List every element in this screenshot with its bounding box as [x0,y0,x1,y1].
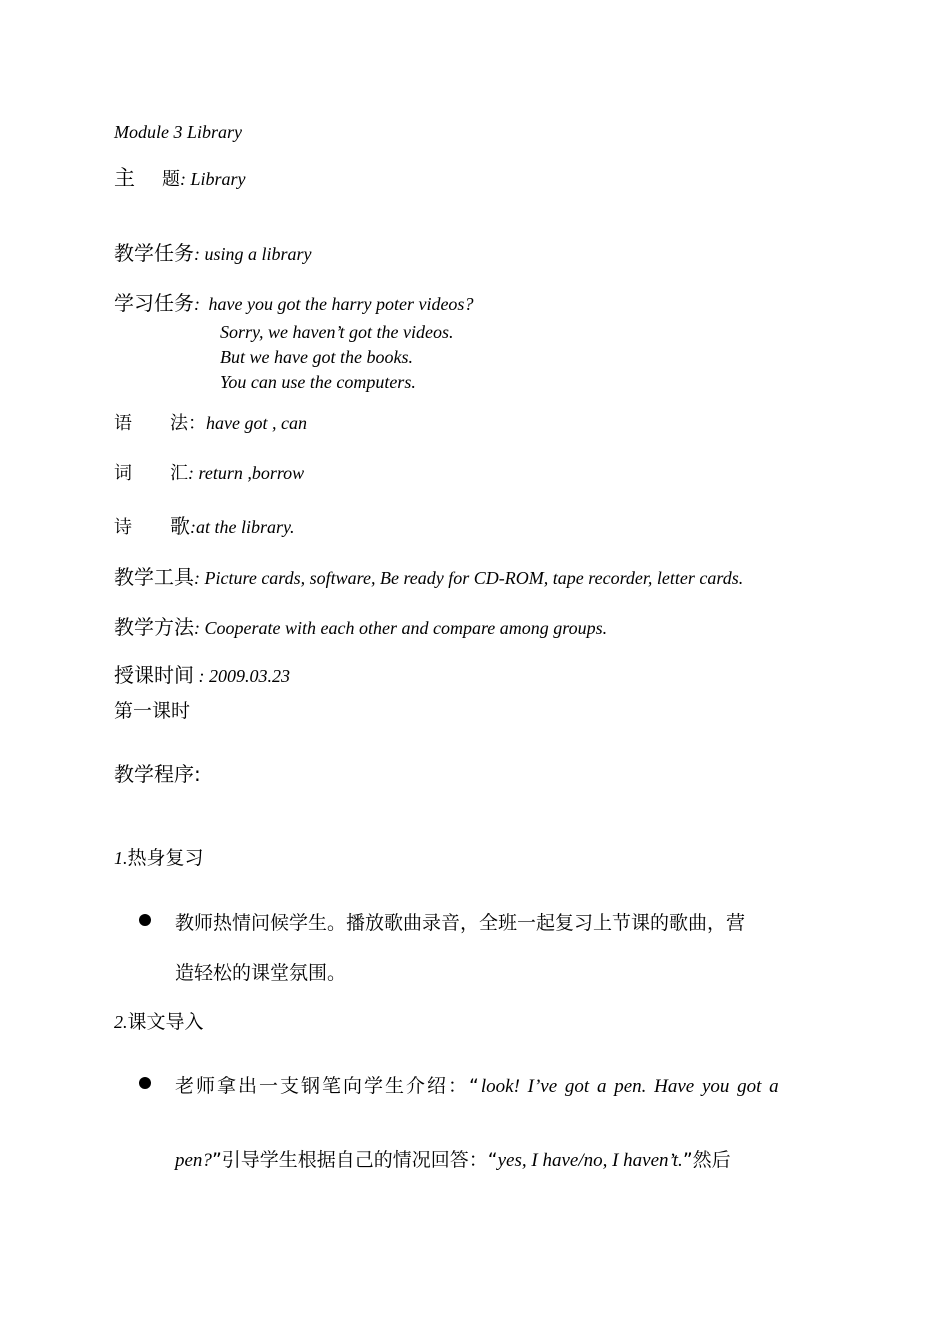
class-time-row [114,659,290,688]
class-time-sep: : [194,666,209,686]
vocabulary-value: return ,borrow [198,463,305,483]
vocabulary-row [114,459,304,485]
section-2-line-2-en-1: pen? [175,1150,212,1171]
section-2-line-1-en: look! I’ve got a pen. Have you got a [480,1076,779,1097]
vocabulary-label-a: 词 [114,463,132,484]
topic-sep: : [180,169,191,189]
section-2-line-2-cn-1: ”引导学生根据自己的情况回答：“ [211,1149,498,1171]
method-row [114,611,607,640]
section-2-line-1-cn: 老师拿出一支钢笔向学生介绍：“ [175,1075,481,1097]
class-time-label: 授课时间 [114,663,194,687]
section-1-bullet-line-1: 教师热情问候学生。播放歌曲录音，全班一起复习上节课的歌曲，营 [175,912,746,934]
bullet-dot [139,914,151,926]
topic-row [114,162,246,192]
section-1-bullet-line-2: 造轻松的课堂氛围。 [175,962,347,984]
poem-row [114,510,295,539]
topic-label-a: 主 [114,166,135,190]
poem-label-b: 歌 [170,514,190,538]
teaching-task-sep: : [194,244,205,264]
learning-task-line-3: But we have got the books. [220,347,413,367]
tools-label: 教学工具 [114,565,194,589]
teaching-task-label: 教学任务 [114,241,194,265]
grammar-value: have got , can [206,413,307,433]
section-1-number: 1. [114,848,128,868]
teaching-task-value: using a library [204,244,312,264]
vocabulary-label-b: 汇 [170,463,188,484]
grammar-sep: ： [188,413,206,434]
method-sep: : [194,618,205,638]
poem-sep: : [190,517,196,537]
section-2-title: 课文导入 [127,1011,204,1033]
topic-value: Library [190,169,246,189]
grammar-row [114,409,307,435]
period-label: 第一课时 [114,700,191,722]
method-label: 教学方法 [114,615,194,639]
section-1-heading [114,843,204,870]
grammar-label-a: 语 [114,413,132,434]
grammar-label-b: 法 [170,413,188,434]
learning-task-sep: : [194,294,205,314]
class-time-value: 2009.03.23 [209,666,290,686]
topic-label-b: 题 [162,169,180,190]
learning-task-label: 学习任务 [114,291,194,315]
bullet-dot [139,1077,151,1089]
learning-task-row [114,287,473,316]
section-2-line-2-cn-2: ”然后 [682,1149,731,1171]
module-title: Module 3 Library [114,122,242,142]
teaching-task-row [114,237,312,266]
section-2-number: 2. [114,1012,128,1032]
poem-label-a: 诗 [114,517,132,538]
procedure-label: 教学程序: [114,762,201,786]
tools-value: Picture cards, software, Be ready for CD-ROM, tape recorder, letter cards. [204,568,744,588]
section-2-bullet-line-2 [175,1145,731,1172]
learning-task-line-1: have you got the harry poter videos? [208,294,474,314]
section-2-heading [114,1007,204,1034]
learning-task-line-2: Sorry, we haven’t got the videos. [220,322,454,342]
tools-row [114,561,743,590]
section-2-bullet-line-1 [175,1071,779,1098]
learning-task-line-4: You can use the computers. [220,372,416,392]
section-1-title: 热身复习 [127,847,204,869]
tools-sep: : [194,568,205,588]
vocabulary-sep: : [188,463,199,483]
section-2-line-2-en-2: yes, I have/no, I haven’t. [497,1150,683,1171]
method-value: Cooperate with each other and compare among groups. [204,618,608,638]
poem-value: at the library. [196,517,295,537]
